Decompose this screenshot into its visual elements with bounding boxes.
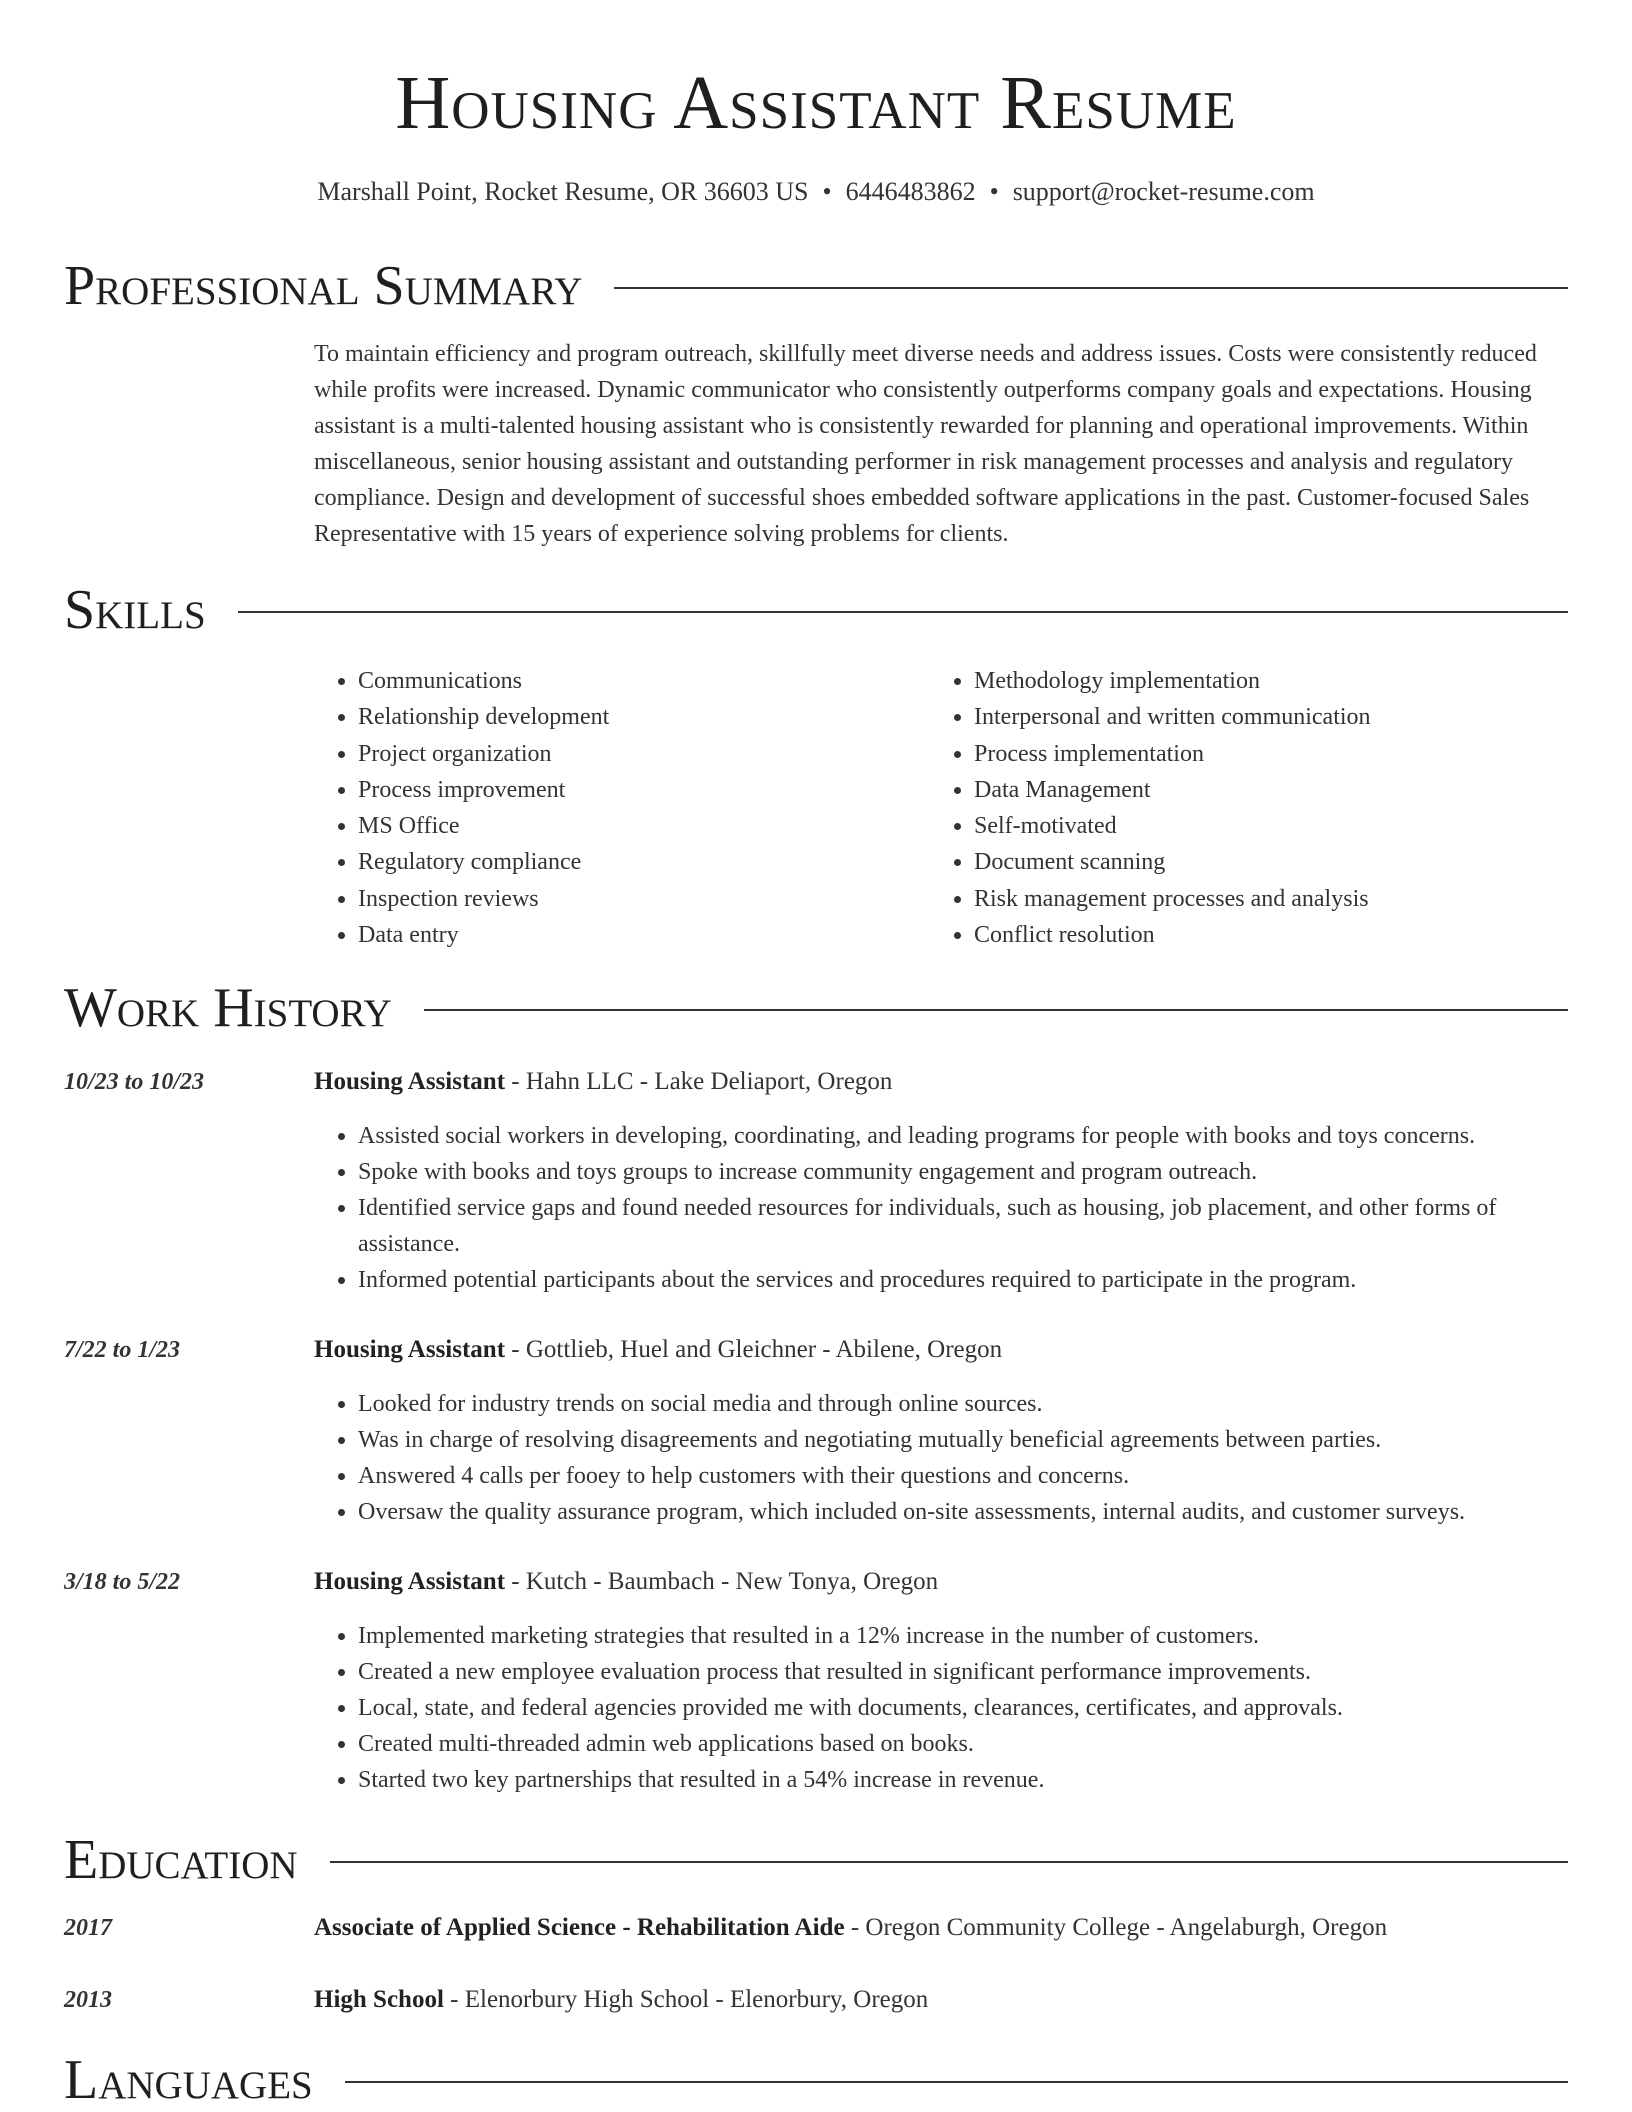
resume-title: Housing Assistant Resume [395,61,1237,145]
section-title-education: Education [64,1829,298,1891]
work-bullet: • Assisted social workers in developing, coordinating, and leading programs for people with books and toys concerns. [358,1118,1598,1154]
section-divider [424,1009,1568,1011]
separator-dot: • [989,177,999,206]
employer-text: - Gottlieb, Huel and Gleichner - Abilene, Oregon [505,1336,1003,1363]
work-bullet: • Created multi-threaded admin web applications based on books. [358,1726,1598,1762]
section-divider [330,1861,1568,1863]
section-header-education [64,1828,1568,1892]
section-divider [345,2081,1568,2083]
summary-paragraph: To maintain efficiency and program outreach, skillfully meet diverse needs and address issues. Costs were consistently reduced while profits were increased. Dynamic communicator who consistently outperforms company goals and expectations. Housing assistant is a multi-talented housing assistant who is consistently rewarded for planning and operational improvements. Within miscellaneous, senior housing assistant and outstanding performer in risk management processes and analysis and regulatory compliance. Design and development of successful shoes embedded software applications in the past. Customer-focused Sales Representative with 15 years of experience solving problems for clients. [314,341,1537,547]
work-date: 7/22 to 1/23 [64,1337,181,1363]
work-bullet: • Implemented marketing strategies that resulted in a 12% increase in the number of customers. [358,1618,1598,1654]
work-bullet: • Identified service gaps and found needed resources for individuals, such as housing, job placement, and other forms of assistance. [358,1190,1598,1262]
skill-item: • Conflict resolution [974,917,1594,953]
work-bullet: • Was in charge of resolving disagreements and negotiating mutually beneficial agreements between parties. [358,1422,1598,1458]
contact-line [0,176,1632,208]
work-heading [314,1064,892,1100]
school-text: - Elenorbury High School - Elenorbury, Oregon [443,1986,929,2013]
work-bullets [314,1386,1598,1530]
work-bullet: • Local, state, and federal agencies provided me with documents, clearances, certificates, and approvals. [358,1690,1598,1726]
phone-text: 6446483862 [845,177,976,206]
section-header-work [64,976,1568,1040]
education-heading [314,1982,928,2018]
work-bullets [314,1118,1598,1298]
work-bullets [314,1618,1598,1798]
education-date: 2013 [64,1987,112,2013]
work-bullet: • Created a new employee evaluation process that resulted in significant performance improvements. [358,1654,1598,1690]
skill-item: • Process implementation [974,736,1594,772]
degree-title: Associate of Applied Science - Rehabilitation Aide [314,1914,845,1941]
skill-item: • Data entry [358,917,918,953]
work-bullet: • Spoke with books and toys groups to increase community engagement and program outreach. [358,1154,1598,1190]
work-bullet: • Oversaw the quality assurance program, which included on-site assessments, internal audits, and customer surveys. [358,1494,1598,1530]
section-divider [614,287,1568,289]
education-date: 2017 [64,1915,112,1941]
work-bullet: • Answered 4 calls per fooey to help customers with their questions and concerns. [358,1458,1598,1494]
skill-item: • Risk management processes and analysis [974,881,1594,917]
work-bullet: • Informed potential participants about the services and procedures required to participate in the program. [358,1262,1598,1298]
work-bullet: • Started two key partnerships that resulted in a 54% increase in revenue. [358,1762,1598,1798]
section-title-languages: Languages [64,2049,313,2111]
job-title: Housing Assistant [314,1068,506,1095]
work-heading [314,1564,938,1600]
work-bullet: • Looked for industry trends on social media and through online sources. [358,1386,1598,1422]
section-title-skills: Skills [64,579,206,641]
job-title: Housing Assistant [314,1568,506,1595]
skill-item: • Project organization [358,736,918,772]
section-header-skills [64,578,1568,642]
skill-item: • MS Office [358,808,918,844]
skill-item: • Document scanning [974,844,1594,880]
skill-item: • Self-motivated [974,808,1594,844]
section-divider [238,611,1568,613]
education-heading [314,1910,1387,1946]
work-date: 10/23 to 10/23 [64,1069,205,1095]
skills-list-left [314,663,918,953]
separator-dot: • [822,177,832,206]
skill-item: • Relationship development [358,699,918,735]
skills-list-right [930,663,1594,953]
degree-title: High School [314,1986,444,2013]
skill-item: • Inspection reviews [358,881,918,917]
address-text: Marshall Point, Rocket Resume, OR 36603 US [317,177,809,206]
employer-text: - Hahn LLC - Lake Deliaport, Oregon [505,1068,893,1095]
email-text: support@rocket-resume.com [1012,177,1315,206]
section-title-summary: Professional Summary [64,255,583,317]
skill-item: • Interpersonal and written communication [974,699,1594,735]
section-header-summary [64,254,1568,318]
skill-item: • Regulatory compliance [358,844,918,880]
school-text: - Oregon Community College - Angelaburgh, Oregon [844,1914,1388,1941]
section-title-work: Work History [64,977,392,1039]
section-header-languages [64,2048,1568,2112]
work-date: 3/18 to 5/22 [64,1569,181,1595]
skill-item: • Data Management [974,772,1594,808]
employer-text: - Kutch - Baumbach - New Tonya, Oregon [505,1568,939,1595]
job-title: Housing Assistant [314,1336,506,1363]
skill-item: • Methodology implementation [974,663,1594,699]
skill-item: • Process improvement [358,772,918,808]
skill-item: • Communications [358,663,918,699]
work-heading [314,1332,1002,1368]
